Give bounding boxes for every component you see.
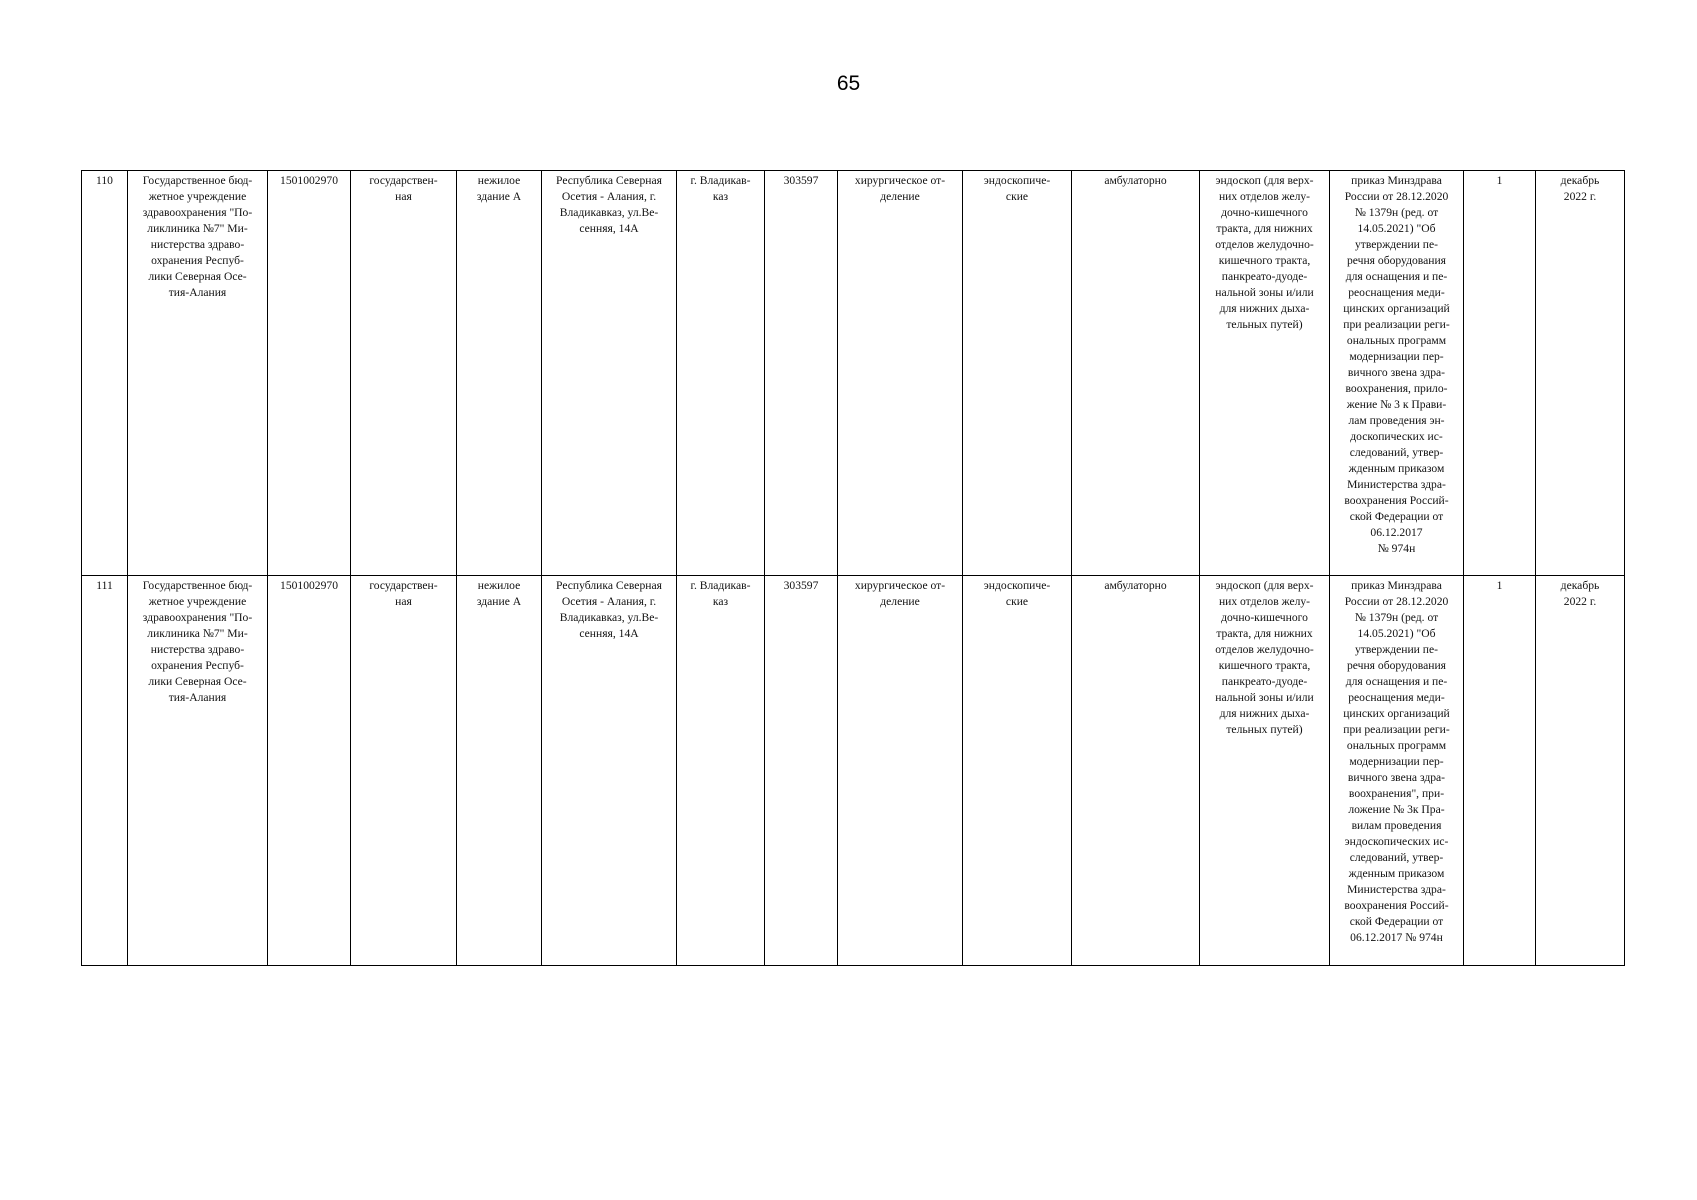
cell-building (457, 576, 542, 966)
text-line: эндоскоп (для верх- (1215, 174, 1314, 187)
text-line: здравоохранения "По- (142, 611, 253, 624)
cell-text: 1501002970 (280, 579, 338, 592)
text-line: жение № 3 к Прави- (1346, 398, 1447, 411)
cell-ownership (351, 171, 457, 576)
text-line: Министерства здра- (1347, 883, 1446, 896)
text-line: панкреато-дуоде- (1221, 675, 1308, 688)
text-line: реоснащения меди- (1348, 286, 1445, 299)
text-line: охранения Респуб- (151, 254, 244, 267)
page-number: 65 (836, 72, 861, 95)
cell-city (677, 576, 765, 966)
text-line: Владикавказ, ул.Ве- (559, 206, 659, 219)
text-line: сенняя, 14А (579, 222, 639, 235)
cell-text: амбулаторно (1104, 174, 1167, 187)
text-line: тельных путей) (1226, 318, 1303, 331)
text-line: для нижних дыха- (1219, 707, 1310, 720)
text-line: тракта, для нижних (1216, 222, 1313, 235)
text-line: Министерства здра- (1347, 478, 1446, 491)
text-line: Республика Северная (556, 174, 662, 187)
cell-quantity (1464, 171, 1536, 576)
cell-address (542, 171, 677, 576)
text-line: 14.05.2021) "Об (1357, 627, 1436, 640)
text-line: деление (880, 595, 920, 608)
text-line: хирургическое от- (854, 174, 946, 187)
text-line: ная (395, 595, 412, 608)
text-line: тия-Алания (168, 691, 227, 704)
text-line: лам проведения эн- (1348, 414, 1445, 427)
table-row (82, 171, 1625, 576)
text-line: эндоскопиче- (983, 579, 1051, 592)
cell-ownership (351, 576, 457, 966)
text-line: Осетия - Алания, г. (561, 190, 657, 203)
text-line: нистерства здраво- (150, 238, 245, 251)
cell-legal-basis (1330, 171, 1464, 576)
cell-building (457, 171, 542, 576)
text-line: приказ Минздрава (1351, 579, 1442, 592)
cell-department (838, 171, 963, 576)
text-line: № 1379н (ред. от (1354, 611, 1439, 624)
text-line: эндоскопических ис- (1344, 835, 1449, 848)
text-line: вилам проведения (1351, 819, 1442, 832)
cell-number (82, 576, 128, 966)
text-line: № 974н (1377, 542, 1416, 555)
text-line: следований, утвер- (1349, 446, 1444, 459)
text-line: ликлиника №7" Ми- (147, 627, 248, 640)
table-body (82, 171, 1625, 966)
text-line: дочно-кишечного (1221, 206, 1308, 219)
cell-inn (268, 576, 351, 966)
text-line: декабрь (1560, 174, 1600, 187)
text-line: для оснащения и пе- (1345, 270, 1448, 283)
text-line: жденным приказом (1348, 462, 1445, 475)
text-line: России от 28.12.2020 (1344, 190, 1449, 203)
text-line: г. Владикав- (690, 579, 751, 592)
text-line: 14.05.2021) "Об (1357, 222, 1436, 235)
text-line: государствен- (369, 579, 438, 592)
text-line: государствен- (369, 174, 438, 187)
text-line: № 1379н (ред. от (1354, 206, 1439, 219)
cell-equipment (1200, 171, 1330, 576)
text-line: ложение № 3к Пра- (1348, 803, 1445, 816)
text-line: утверждении пе- (1355, 643, 1438, 656)
text-line: нальной зоны и/или (1215, 286, 1314, 299)
cell-department (838, 576, 963, 966)
text-line: кишечного тракта, (1218, 659, 1311, 672)
text-line: доскопических ис- (1350, 430, 1443, 443)
text-line: панкреато-дуоде- (1221, 270, 1308, 283)
text-line: ские (1005, 595, 1029, 608)
text-line: нальной зоны и/или (1215, 691, 1314, 704)
text-line: при реализации реги- (1343, 318, 1450, 331)
text-line: речня оборудования (1346, 254, 1447, 267)
cell-text: 1 (1496, 174, 1503, 187)
text-line: цинских организаций (1343, 707, 1450, 720)
text-line: охранения Респуб- (151, 659, 244, 672)
text-line: воохранения Россий- (1344, 899, 1449, 912)
text-line: тельных путей) (1226, 723, 1303, 736)
text-line: кишечного тракта, (1218, 254, 1311, 267)
text-line: Государственное бюд- (142, 579, 253, 592)
cell-quantity (1464, 576, 1536, 966)
text-line: ональных программ (1346, 739, 1447, 752)
cell-deadline (1536, 171, 1625, 576)
text-line: нежилое (477, 579, 521, 592)
text-line: ской Федерации от (1349, 510, 1444, 523)
text-line: лики Северная Осе- (148, 675, 247, 688)
text-line: вичного звена здра- (1347, 366, 1446, 379)
text-line: жетное учреждение (148, 190, 247, 203)
text-line: здание А (476, 595, 522, 608)
table-row (82, 576, 1625, 966)
text-line: модернизации пер- (1349, 350, 1444, 363)
text-line: дочно-кишечного (1221, 611, 1308, 624)
text-line: тракта, для нижних (1216, 627, 1313, 640)
text-line: России от 28.12.2020 (1344, 595, 1449, 608)
text-line: воохранения", при- (1348, 787, 1445, 800)
cell-city (677, 171, 765, 576)
text-line: каз (712, 190, 729, 203)
text-line: Осетия - Алания, г. (561, 595, 657, 608)
text-line: Государственное бюд- (142, 174, 253, 187)
text-line: 2022 г. (1563, 190, 1597, 203)
text-line: отделов желудочно- (1215, 238, 1314, 251)
cell-legal-basis (1330, 576, 1464, 966)
text-line: жденным приказом (1348, 867, 1445, 880)
text-line: 06.12.2017 (1370, 526, 1423, 539)
text-line: каз (712, 595, 729, 608)
text-line: здание А (476, 190, 522, 203)
cell-text: 303597 (783, 174, 819, 187)
text-line: 2022 г. (1563, 595, 1597, 608)
text-line: жетное учреждение (148, 595, 247, 608)
cell-study-type (963, 171, 1072, 576)
text-line: вичного звена здра- (1347, 771, 1446, 784)
cell-text: 303597 (783, 579, 819, 592)
cell-text: амбулаторно (1104, 579, 1167, 592)
cell-equipment (1200, 576, 1330, 966)
text-line: декабрь (1560, 579, 1600, 592)
text-line: деление (880, 190, 920, 203)
text-line: отделов желудочно- (1215, 643, 1314, 656)
text-line: эндоскоп (для верх- (1215, 579, 1314, 592)
text-line: цинских организаций (1343, 302, 1450, 315)
cell-code (765, 576, 838, 966)
cell-organization-name (128, 576, 268, 966)
cell-conditions (1072, 576, 1200, 966)
text-line: воохранения Россий- (1344, 494, 1449, 507)
text-line: ские (1005, 190, 1029, 203)
text-line: лики Северная Осе- (148, 270, 247, 283)
text-line: них отделов желу- (1218, 595, 1311, 608)
text-line: эндоскопиче- (983, 174, 1051, 187)
text-line: хирургическое от- (854, 579, 946, 592)
text-line: для оснащения и пе- (1345, 675, 1448, 688)
text-line: сенняя, 14А (579, 627, 639, 640)
text-line: утверждении пе- (1355, 238, 1438, 251)
text-line: здравоохранения "По- (142, 206, 253, 219)
text-line: речня оборудования (1346, 659, 1447, 672)
text-line: воохранения, прило- (1345, 382, 1448, 395)
cell-conditions (1072, 171, 1200, 576)
cell-text: 1 (1496, 579, 1503, 592)
text-line: них отделов желу- (1218, 190, 1311, 203)
cell-address (542, 576, 677, 966)
text-line: г. Владикав- (690, 174, 751, 187)
text-line: реоснащения меди- (1348, 691, 1445, 704)
cell-study-type (963, 576, 1072, 966)
text-line: для нижних дыха- (1219, 302, 1310, 315)
document-table (81, 170, 1625, 966)
cell-number (82, 171, 128, 576)
text-line: 06.12.2017 № 974н (1350, 931, 1443, 944)
text-line: при реализации реги- (1343, 723, 1450, 736)
text-line: приказ Минздрава (1351, 174, 1442, 187)
cell-code (765, 171, 838, 576)
cell-organization-name (128, 171, 268, 576)
cell-inn (268, 171, 351, 576)
text-line: ная (395, 190, 412, 203)
cell-text: 1501002970 (280, 174, 338, 187)
cell-deadline (1536, 576, 1625, 966)
text-line: модернизации пер- (1349, 755, 1444, 768)
text-line: Республика Северная (556, 579, 662, 592)
text-line: нежилое (477, 174, 521, 187)
text-line: нистерства здраво- (150, 643, 245, 656)
text-line: ональных программ (1346, 334, 1447, 347)
text-line: ской Федерации от (1349, 915, 1444, 928)
cell-text: 110 (96, 174, 113, 187)
text-line: Владикавказ, ул.Ве- (559, 611, 659, 624)
text-line: тия-Алания (168, 286, 227, 299)
text-line: следований, утвер- (1349, 851, 1444, 864)
text-line: ликлиника №7" Ми- (147, 222, 248, 235)
cell-text: 111 (96, 579, 113, 592)
